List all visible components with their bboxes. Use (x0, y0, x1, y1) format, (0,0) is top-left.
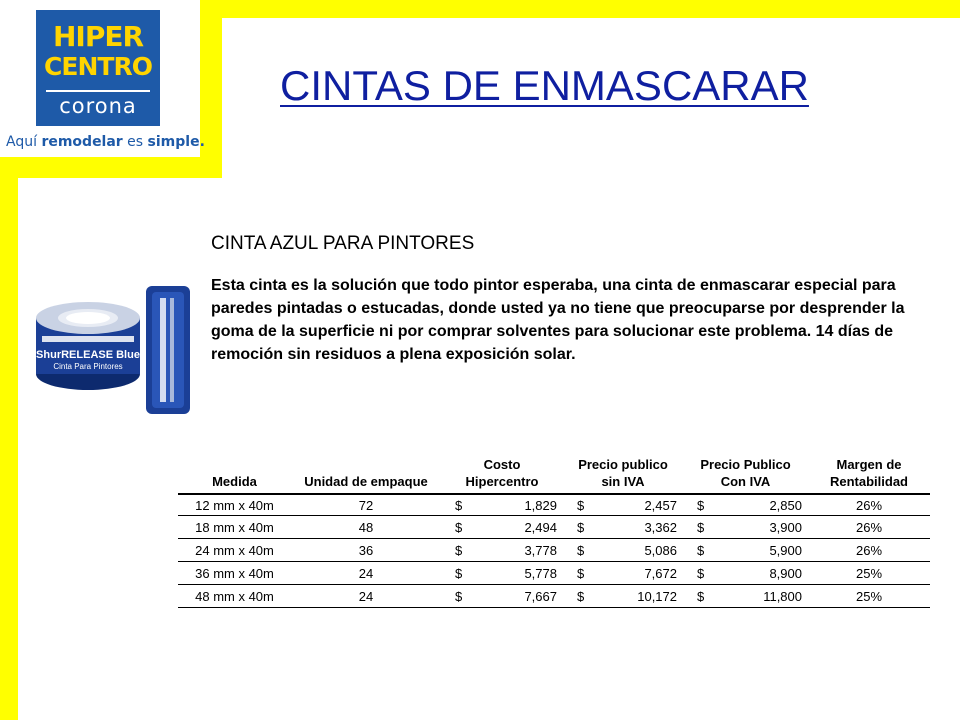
tape-sublabel-text: Cinta Para Pintores (53, 362, 123, 371)
cell-margen: 26% (808, 494, 930, 516)
header-unidad: Unidad de empaque (291, 456, 441, 494)
cell-con-iva: $ 5,900 (683, 539, 808, 562)
cell-unidad: 48 (291, 516, 441, 539)
tagline-part-4: simple. (147, 134, 205, 150)
cell-medida: 12 mm x 40m (178, 494, 291, 516)
table-row (178, 494, 930, 516)
cell-medida: 18 mm x 40m (178, 516, 291, 539)
cell-costo: $ 2,494 (441, 516, 563, 539)
product-name: CINTA AZUL PARA PINTORES (211, 233, 475, 254)
cell-con-iva: $ 8,900 (683, 562, 808, 585)
table-header-row (178, 456, 930, 494)
header-medida: Medida (178, 456, 291, 494)
tagline-part-2: remodelar (41, 134, 123, 150)
cell-margen: 26% (808, 539, 930, 562)
header-precio-con-iva: Precio Publico Con IVA (683, 456, 808, 494)
page-title: CINTAS DE ENMASCARAR (280, 62, 809, 109)
cell-sin-iva: $ 7,672 (563, 562, 683, 585)
cell-con-iva: $ 3,900 (683, 516, 808, 539)
tape-roll-icon (28, 278, 196, 418)
tagline-part-1: Aquí (6, 134, 42, 150)
table-row (178, 562, 930, 585)
table-row (178, 539, 930, 562)
cell-sin-iva: $ 10,172 (563, 585, 683, 608)
product-description: Esta cinta es la solución que todo pintor esperaba, una cinta de enmascarar especial para paredes pintadas o estucadas, donde usted ya no tiene que preocuparse por desprender la goma de la superficie ni por comprar solventes para solucionar este problema. 14 días de remoción sin residuos a plena exposición solar. (211, 277, 905, 363)
table-row (178, 585, 930, 608)
cell-con-iva: $ 11,800 (683, 585, 808, 608)
cell-medida: 48 mm x 40m (178, 585, 291, 608)
cell-margen: 26% (808, 516, 930, 539)
table-row (178, 516, 930, 539)
cell-medida: 24 mm x 40m (178, 539, 291, 562)
logo-badge (36, 10, 160, 126)
cell-sin-iva: $ 3,362 (563, 516, 683, 539)
logo-line-hiper: HIPER (52, 20, 144, 53)
cell-con-iva: $ 2,850 (683, 494, 808, 516)
cell-costo: $ 3,778 (441, 539, 563, 562)
cell-costo: $ 7,667 (441, 585, 563, 608)
tagline-part-3: es (122, 134, 148, 150)
logo-line-corona: corona (59, 94, 137, 118)
cell-unidad: 36 (291, 539, 441, 562)
cell-margen: 25% (808, 562, 930, 585)
cell-medida: 36 mm x 40m (178, 562, 291, 585)
logo-line-centro: CENTRO (44, 52, 152, 81)
logo-divider (46, 90, 150, 92)
cell-costo: $ 5,778 (441, 562, 563, 585)
logo-tagline (6, 134, 205, 150)
tape-label-text: ShurRELEASE Blue (36, 349, 140, 361)
header-margen: Margen de Rentabilidad (808, 456, 930, 494)
cell-unidad: 24 (291, 562, 441, 585)
hipercentro-logo (0, 0, 205, 157)
cell-unidad: 72 (291, 494, 441, 516)
cell-sin-iva: $ 2,457 (563, 494, 683, 516)
cell-costo: $ 1,829 (441, 494, 563, 516)
price-table (178, 456, 930, 608)
cell-unidad: 24 (291, 585, 441, 608)
cell-sin-iva: $ 5,086 (563, 539, 683, 562)
cell-margen: 25% (808, 585, 930, 608)
header-precio-sin-iva: Precio publico sin IVA (563, 456, 683, 494)
header-costo: Costo Hipercentro (441, 456, 563, 494)
